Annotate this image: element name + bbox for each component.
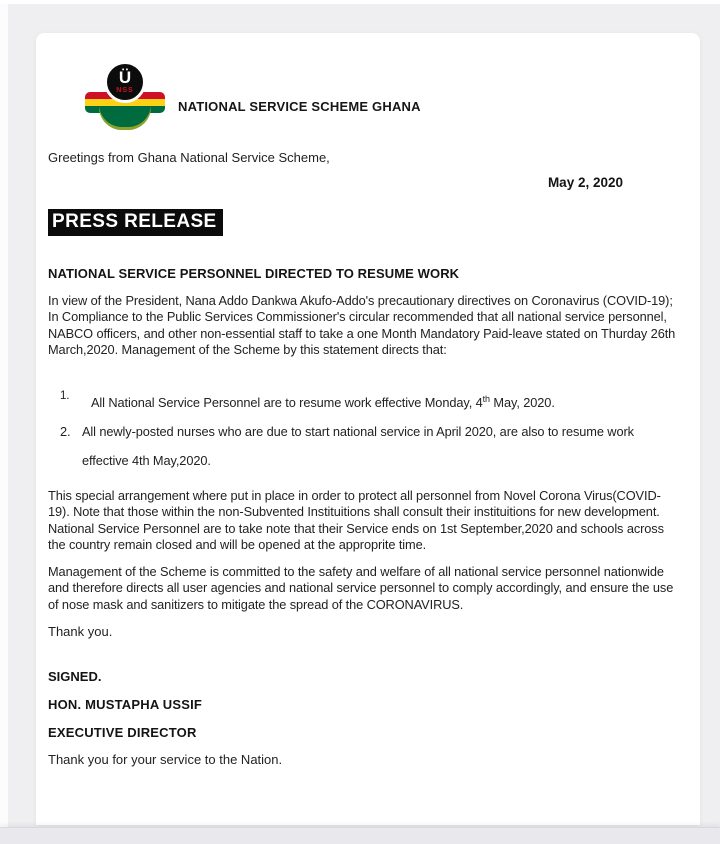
signatory-title: EXECUTIVE DIRECTOR (48, 725, 197, 740)
intro-paragraph: In view of the President, Nana Addo Dankwa Akufo-Addo's precautionary directives on Coronavirus (COVID-19); In Compliance to the Public Services Commissioner's circular recommended that all national service personnel, NABCO officers, and other non-essential staff to take a one Month Mandatory Paid-leave stated on Thurday 26th March,2020. Management of the Scheme by this statement directs that: (48, 293, 676, 357)
special-arrangement-paragraph: This special arrangement where put in place in order to protect all personnel from Novel Corona Virus(COVID-19). Note that those within the non-Subvented Instituitions shall consult their instituitions for new development. National Service Personnel are to take note that their Service ends on 1st September,2020 and schools across the country remain closed and will be opened at the approprite time. (48, 488, 664, 552)
directive-number: 2. (60, 424, 71, 439)
thank-you-line: Thank you. (48, 624, 113, 639)
press-release-badge: PRESS RELEASE (48, 209, 223, 236)
directive-item (60, 417, 660, 475)
nss-emblem-icon: Ü (118, 68, 132, 87)
org-name: NATIONAL SERVICE SCHEME GHANA (178, 99, 421, 114)
nss-logo (85, 61, 165, 131)
press-release-document-page (36, 33, 700, 825)
screenshot-top-edge (0, 0, 720, 4)
directive-number: 1. (60, 390, 70, 402)
directive-text (82, 385, 642, 417)
logo-green-arc (99, 107, 151, 130)
directive-text-post: May, 2020. (489, 395, 555, 410)
directive-text-pre: All National Service Personnel are to resume work effective Monday, 4 (91, 395, 483, 410)
directive-item (60, 385, 660, 417)
page-bottom-strip (0, 827, 720, 844)
signatory-name: HON. MUSTAPHA USSIF (48, 697, 203, 712)
nss-acronym-label: NSS (116, 87, 134, 94)
ordinal-superscript: th (482, 394, 490, 404)
directive-text: All newly-posted nurses who are due to start national service in April 2020, are also to resume work effective 4th May,2020. (82, 424, 634, 468)
date-line: May 2, 2020 (547, 175, 623, 190)
closing-line: Thank you for your service to the Nation. (48, 752, 283, 767)
screenshot-left-edge (0, 4, 8, 827)
nss-emblem-circle (104, 61, 146, 103)
signed-line: SIGNED. (48, 669, 102, 684)
directives-list (60, 385, 660, 475)
commitment-paragraph: Management of the Scheme is committed to the safety and welfare of all national service personnel nationwide and therefore directs all user agencies and national service personnel to comply accordingly, and ensure the use of nose mask and sanitizers to mitigate the spread of the CORONAVIRUS. (48, 564, 674, 612)
headline: NATIONAL SERVICE PERSONNEL DIRECTED TO RESUME WORK (48, 266, 460, 281)
greeting-line: Greetings from Ghana National Service Scheme, (48, 150, 330, 165)
